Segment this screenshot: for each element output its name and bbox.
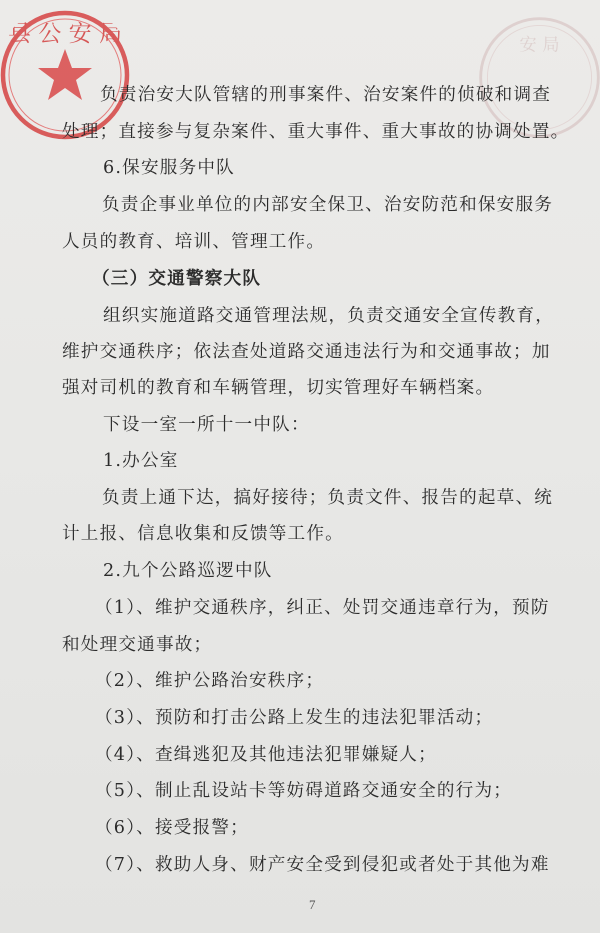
paragraph-line-10: 计上报、信息收集和反馈等工作。 <box>62 524 344 544</box>
subheading-office: 1.办公室 <box>103 451 179 471</box>
paragraph-line-2: 处理；直接参与复杂案件、重大事件、重大事故的协调处置。 <box>62 122 570 142</box>
paragraph-line-4: 人员的教育、培训、管理工作。 <box>62 232 326 252</box>
list-item-3: （3）、预防和打击公路上发生的违法犯罪活动； <box>95 708 494 728</box>
svg-text:安 局: 安 局 <box>519 35 560 56</box>
page-number: 7 <box>309 897 316 912</box>
list-item-1-line-2: 和处理交通事故； <box>62 635 213 655</box>
list-item-6: （6）、接受报警； <box>95 818 249 838</box>
paragraph-line-8: 下设一室一所十一中队： <box>103 415 310 435</box>
paragraph-line-3: 负责企事业单位的内部安全保卫、治安防范和保安服务 <box>102 195 554 215</box>
paragraph-line-7: 强对司机的教育和车辆管理，切实管理好车辆档案。 <box>62 378 495 398</box>
paragraph-line-1: 负责治安大队管辖的刑事案件、治安案件的侦破和调查 <box>100 85 552 105</box>
list-item-4: （4）、查缉逃犯及其他违法犯罪嫌疑人； <box>95 745 437 765</box>
svg-text:县 公 安 局: 县 公 安 局 <box>8 21 122 47</box>
paragraph-line-9: 负责上通下达，搞好接待；负责文件、报告的起草、统 <box>102 488 554 508</box>
subheading-highway-patrol: 2.九个公路巡逻中队 <box>103 561 273 581</box>
list-item-5: （5）、制止乱设站卡等妨碍道路交通安全的行为； <box>95 781 513 801</box>
list-item-2: （2）、维护公路治安秩序； <box>95 671 325 691</box>
section-heading-traffic-police: （三）交通警察大队 <box>92 269 262 289</box>
section-heading-security-service: 6.保安服务中队 <box>103 158 235 178</box>
list-item-7: （7）、救助人身、财产安全受到侵犯或者处于其他为难 <box>95 855 550 875</box>
paragraph-line-6: 维护交通秩序；依法查处道路交通违法行为和交通事故；加 <box>62 342 551 362</box>
paragraph-line-5: 组织实施道路交通管理法规，负责交通安全宣传教育， <box>103 306 555 326</box>
list-item-1-line-1: （1）、维护交通秩序，纠正、处罚交通违章行为，预防 <box>95 598 550 618</box>
